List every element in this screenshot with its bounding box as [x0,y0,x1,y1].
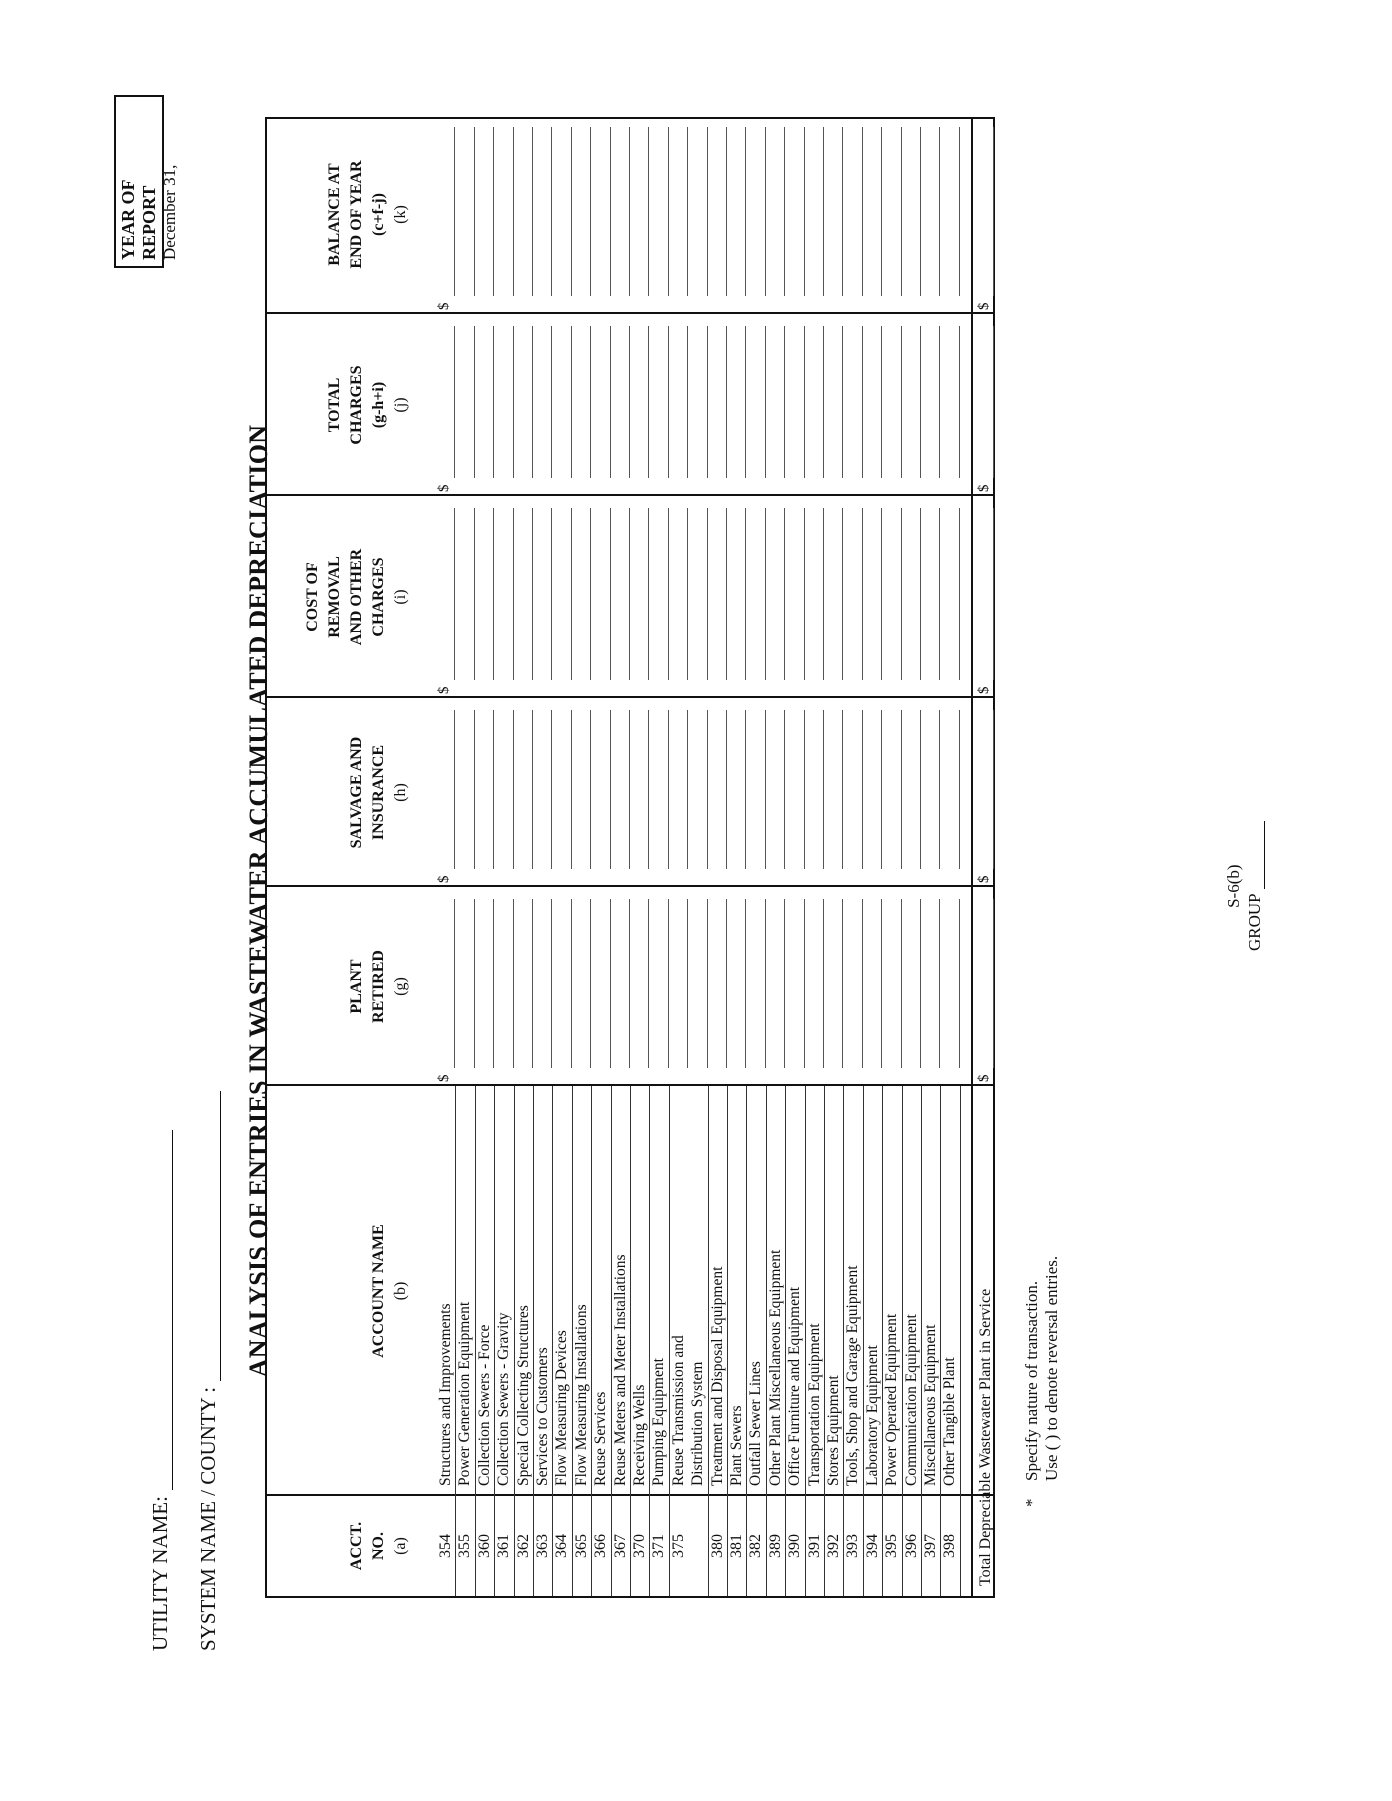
column-header [368,1086,412,1496]
value-entry-line[interactable] [629,326,630,478]
value-entry-line[interactable] [493,508,494,680]
dollar-sign: $ [436,686,452,694]
account-number: 397 [922,1534,939,1558]
value-entry-line[interactable] [493,710,494,869]
account-number: 367 [611,1534,629,1558]
account-name: Power Operated Equipment [883,1313,901,1486]
value-entry-line[interactable] [881,127,882,296]
value-entry-line[interactable] [474,710,475,869]
value-entry-line[interactable] [726,710,727,869]
total-entry-line[interactable] [993,127,994,296]
value-entry-line[interactable] [610,127,611,296]
page-title: ANALYSIS OF ENTRIES IN WASTEWATER ACCUMULATED DEPRECIATION [244,424,273,1378]
value-entry-line[interactable] [765,508,766,680]
account-number: 393 [844,1534,862,1558]
account-name: Tools, Shop and Garage Equipment [844,1265,862,1486]
value-entry-line[interactable] [707,508,708,680]
value-entry-line[interactable] [590,508,591,680]
value-entry-line[interactable] [726,899,727,1068]
value-entry-line[interactable] [862,710,863,869]
value-entry-line[interactable] [784,508,785,680]
value-entry-line[interactable] [590,127,591,296]
account-name: Communication Equipment [902,1314,920,1486]
dollar-sign: $ [436,484,452,492]
value-entry-line[interactable] [881,899,882,1068]
value-entry-line[interactable] [668,508,669,680]
value-entry-line[interactable] [707,127,708,296]
value-entry-line[interactable] [745,710,746,869]
system-name-line [196,1091,221,1651]
account-number: 366 [592,1534,610,1558]
account-name: Miscellaneous Equipment [922,1324,939,1486]
account-number: 363 [534,1534,551,1558]
page-code: S-6(b) [1224,864,1243,908]
column-letter: (h) [392,783,409,802]
value-entry-line[interactable] [454,710,455,869]
value-entry-line[interactable] [881,710,882,869]
value-entry-line[interactable] [804,899,805,1068]
value-entry-line[interactable] [959,899,960,1068]
value-entry-line[interactable] [842,710,843,869]
value-entry-line[interactable] [862,899,863,1068]
value-entry-line[interactable] [551,127,552,296]
account-name: Special Collecting Structures [514,1305,532,1486]
value-entry-line[interactable] [765,710,766,869]
utility-name-line [148,1130,173,1651]
account-number: 362 [514,1534,532,1558]
account-name: Office Furniture and Equipment [786,1286,804,1486]
value-entry-line[interactable] [707,899,708,1068]
value-entry-line[interactable] [765,127,766,296]
value-entry-line[interactable] [804,508,805,680]
account-name: Laboratory Equipment [863,1345,881,1486]
value-entry-line[interactable] [881,326,882,478]
value-entry-line[interactable] [823,127,824,296]
value-entry-line[interactable] [668,326,669,478]
value-entry-line[interactable] [493,899,494,1068]
account-name: Power Generation Equipment [456,1301,474,1486]
account-number: 380 [708,1534,726,1558]
value-entry-line[interactable] [901,508,902,680]
value-entry-line[interactable] [842,508,843,680]
column-header-line: NO. [370,1532,387,1560]
account-name: Distribution System [689,1361,707,1486]
value-entry-line[interactable] [920,127,921,296]
total-entry-line[interactable] [993,899,994,1068]
column-header [346,887,412,1086]
value-entry-line[interactable] [474,326,475,478]
account-name: Plant Sewers [728,1405,745,1486]
account-number: 361 [495,1534,513,1558]
value-entry-line[interactable] [901,326,902,478]
account-number: 390 [786,1534,804,1558]
value-entry-line[interactable] [939,127,940,296]
value-entry-line[interactable] [474,508,475,680]
note-line-2: Use ( ) to denote reversal entries. [1042,1255,1061,1481]
value-entry-line[interactable] [784,710,785,869]
value-entry-line[interactable] [648,508,649,680]
column-header-line: ACCOUNT NAME [370,1224,387,1358]
column-header-line: COST OF [304,562,321,632]
value-entry-line[interactable] [804,127,805,296]
value-entry-line[interactable] [513,326,514,478]
value-entry-line[interactable] [532,508,533,680]
value-entry-line[interactable] [687,127,688,296]
note-star: * [1022,1498,1041,1507]
value-entry-line[interactable] [745,508,746,680]
value-entry-line[interactable] [745,899,746,1068]
account-name: Other Plant Miscellaneous Equipment [766,1249,784,1486]
column-letter: (b) [392,1281,409,1301]
value-entry-line[interactable] [862,127,863,296]
value-entry-line[interactable] [862,508,863,680]
system-name-field[interactable] [220,1091,221,1381]
value-entry-line[interactable] [784,326,785,478]
value-entry-line[interactable] [454,508,455,680]
value-entry-line[interactable] [513,899,514,1068]
value-entry-line[interactable] [551,899,552,1068]
account-number: 370 [631,1534,648,1558]
column-header [324,115,412,314]
value-entry-line[interactable] [532,326,533,478]
value-entry-line[interactable] [454,326,455,478]
dollar-sign: $ [436,875,452,883]
account-number: 396 [902,1534,920,1558]
value-entry-line[interactable] [939,710,940,869]
value-entry-line[interactable] [726,127,727,296]
account-name: Reuse Transmission and [669,1335,687,1486]
account-number: 381 [728,1534,745,1558]
account-number: 360 [475,1534,493,1558]
account-name: Reuse Meters and Meter Installations [611,1254,629,1486]
value-entry-line[interactable] [726,508,727,680]
value-entry-line[interactable] [862,326,863,478]
value-entry-line[interactable] [571,326,572,478]
account-number: 371 [650,1534,668,1558]
value-entry-line[interactable] [784,899,785,1068]
column-letter: (g) [392,977,409,996]
column-header-line: END OF YEAR [348,160,365,269]
year-of-report-title: YEAR OF REPORT [118,180,159,260]
value-entry-line[interactable] [842,127,843,296]
column-header-line: ACCT. [348,1521,365,1571]
dollar-sign: $ [976,875,992,883]
value-entry-line[interactable] [590,899,591,1068]
account-number: 355 [456,1534,474,1558]
value-entry-line[interactable] [901,127,902,296]
value-entry-line[interactable] [571,899,572,1068]
value-entry-line[interactable] [920,326,921,478]
value-entry-line[interactable] [959,326,960,478]
row-line [960,1086,961,1596]
value-entry-line[interactable] [610,508,611,680]
value-entry-line[interactable] [629,508,630,680]
value-entry-line[interactable] [571,710,572,869]
value-entry-line[interactable] [513,508,514,680]
page-footer [1223,821,1265,951]
value-entry-line[interactable] [745,127,746,296]
year-of-report-box [114,95,179,268]
utility-name-field[interactable] [172,1130,173,1490]
value-entry-line[interactable] [551,508,552,680]
account-name: Pumping Equipment [650,1358,668,1486]
dollar-sign: $ [436,1074,452,1082]
value-entry-line[interactable] [629,710,630,869]
column-header-line: (g-h+i) [370,381,387,429]
value-entry-line[interactable] [823,508,824,680]
value-entry-line[interactable] [939,508,940,680]
value-entry-line[interactable] [648,127,649,296]
value-entry-line[interactable] [823,710,824,869]
value-entry-line[interactable] [590,710,591,869]
year-of-report-date: December 31, [160,164,179,260]
column-letter: (k) [392,205,409,224]
value-entry-line[interactable] [648,710,649,869]
value-entry-line[interactable] [474,899,475,1068]
column-header [324,314,412,496]
value-entry-line[interactable] [939,326,940,478]
column-header-line: REMOVAL [326,556,343,638]
value-entry-line[interactable] [513,710,514,869]
value-entry-line[interactable] [765,326,766,478]
account-name: Structures and Improvements [437,1303,454,1486]
column-header [346,1496,412,1596]
total-entry-line[interactable] [993,710,994,869]
account-number: 389 [766,1534,784,1558]
account-number: 354 [437,1534,454,1558]
depreciation-table [265,117,995,1598]
column-letter: (i) [392,589,409,605]
value-entry-line[interactable] [901,899,902,1068]
value-entry-line[interactable] [648,899,649,1068]
total-entry-line[interactable] [993,326,994,478]
value-entry-line[interactable] [532,899,533,1068]
value-entry-line[interactable] [959,127,960,296]
group-field[interactable] [1264,821,1265,889]
system-name-label: SYSTEM NAME / COUNTY : [196,1386,220,1651]
account-number: 392 [825,1534,842,1558]
value-entry-line[interactable] [939,899,940,1068]
note-line-1: Specify nature of transaction. [1022,1280,1041,1481]
column-header-line: SALVAGE AND [348,736,365,849]
account-name: Transportation Equipment [805,1323,823,1486]
value-entry-line[interactable] [532,127,533,296]
value-entry-line[interactable] [668,127,669,296]
account-name: Collection Sewers - Force [475,1324,493,1486]
account-number: 398 [941,1534,959,1558]
notes [1022,1255,1062,1507]
value-entry-line[interactable] [590,326,591,478]
group-label: GROUP [1245,893,1264,951]
column-header-line: (c+f-j) [370,193,387,236]
account-name: Stores Equipment [825,1375,842,1486]
column-header-line: CHARGES [370,557,387,637]
account-name: Collection Sewers - Gravity [495,1312,513,1486]
value-entry-line[interactable] [648,326,649,478]
value-entry-line[interactable] [493,127,494,296]
column-header-line: PLANT [348,959,365,1014]
value-entry-line[interactable] [532,710,533,869]
value-entry-line[interactable] [454,127,455,296]
column-header [302,496,412,698]
value-entry-line[interactable] [610,710,611,869]
value-entry-line[interactable] [493,326,494,478]
account-number: 391 [805,1534,823,1558]
value-entry-line[interactable] [668,710,669,869]
value-entry-line[interactable] [823,899,824,1068]
value-entry-line[interactable] [687,899,688,1068]
value-entry-line[interactable] [920,508,921,680]
account-number: 394 [863,1534,881,1558]
account-name: Other Tangible Plant [941,1357,959,1486]
value-entry-line[interactable] [551,710,552,869]
column-letter: (a) [392,1537,409,1555]
value-entry-line[interactable] [784,127,785,296]
account-name: Flow Measuring Installations [572,1304,590,1486]
value-entry-line[interactable] [474,127,475,296]
value-entry-line[interactable] [823,326,824,478]
account-number: 395 [883,1534,901,1558]
value-entry-line[interactable] [668,899,669,1068]
value-entry-line[interactable] [513,127,514,296]
value-entry-line[interactable] [707,326,708,478]
total-row-label: Total Depreciable Wastewater Plant in Service [977,1288,994,1586]
value-entry-line[interactable] [881,508,882,680]
value-entry-line[interactable] [629,127,630,296]
account-name: Flow Measuring Devices [553,1330,571,1486]
column-letter: (j) [392,397,409,413]
column-header-line: CHARGES [348,365,365,445]
account-name: Reuse Services [592,1391,610,1486]
account-number: 375 [669,1534,687,1558]
value-entry-line[interactable] [920,899,921,1068]
account-number: 364 [553,1534,571,1558]
account-number: 382 [747,1534,765,1558]
account-number: 365 [572,1534,590,1558]
value-entry-line[interactable] [707,710,708,869]
value-entry-line[interactable] [571,127,572,296]
value-entry-line[interactable] [804,326,805,478]
value-entry-line[interactable] [804,710,805,869]
value-entry-line[interactable] [765,899,766,1068]
value-entry-line[interactable] [842,899,843,1068]
value-entry-line[interactable] [745,326,746,478]
value-entry-line[interactable] [551,326,552,478]
dollar-sign: $ [976,1074,992,1082]
utility-name-label: UTILITY NAME: [148,1496,172,1651]
account-name: Receiving Wells [631,1384,648,1486]
value-entry-line[interactable] [687,710,688,869]
value-entry-line[interactable] [959,508,960,680]
value-entry-line[interactable] [610,899,611,1068]
dollar-sign: $ [976,302,992,310]
value-entry-line[interactable] [687,326,688,478]
value-entry-line[interactable] [901,710,902,869]
value-entry-line[interactable] [959,710,960,869]
account-name: Outfall Sewer Lines [747,1361,765,1486]
total-row-separator [971,119,973,1596]
column-header-line: RETIRED [370,950,387,1023]
dollar-sign: $ [976,686,992,694]
dollar-sign: $ [436,302,452,310]
column-header-line: AND OTHER [348,548,365,646]
column-header-line: TOTAL [326,377,343,433]
value-entry-line[interactable] [454,899,455,1068]
column-header [346,698,412,887]
account-name: Treatment and Disposal Equipment [708,1266,726,1486]
value-entry-line[interactable] [687,508,688,680]
column-header-line: BALANCE AT [326,163,343,266]
value-entry-line[interactable] [726,326,727,478]
dollar-sign: $ [976,484,992,492]
value-entry-line[interactable] [920,710,921,869]
value-entry-line[interactable] [629,899,630,1068]
value-entry-line[interactable] [610,326,611,478]
total-entry-line[interactable] [993,508,994,680]
value-entry-line[interactable] [571,508,572,680]
value-entry-line[interactable] [842,326,843,478]
column-header-line: INSURANCE [370,744,387,841]
account-name: Services to Customers [534,1347,551,1486]
